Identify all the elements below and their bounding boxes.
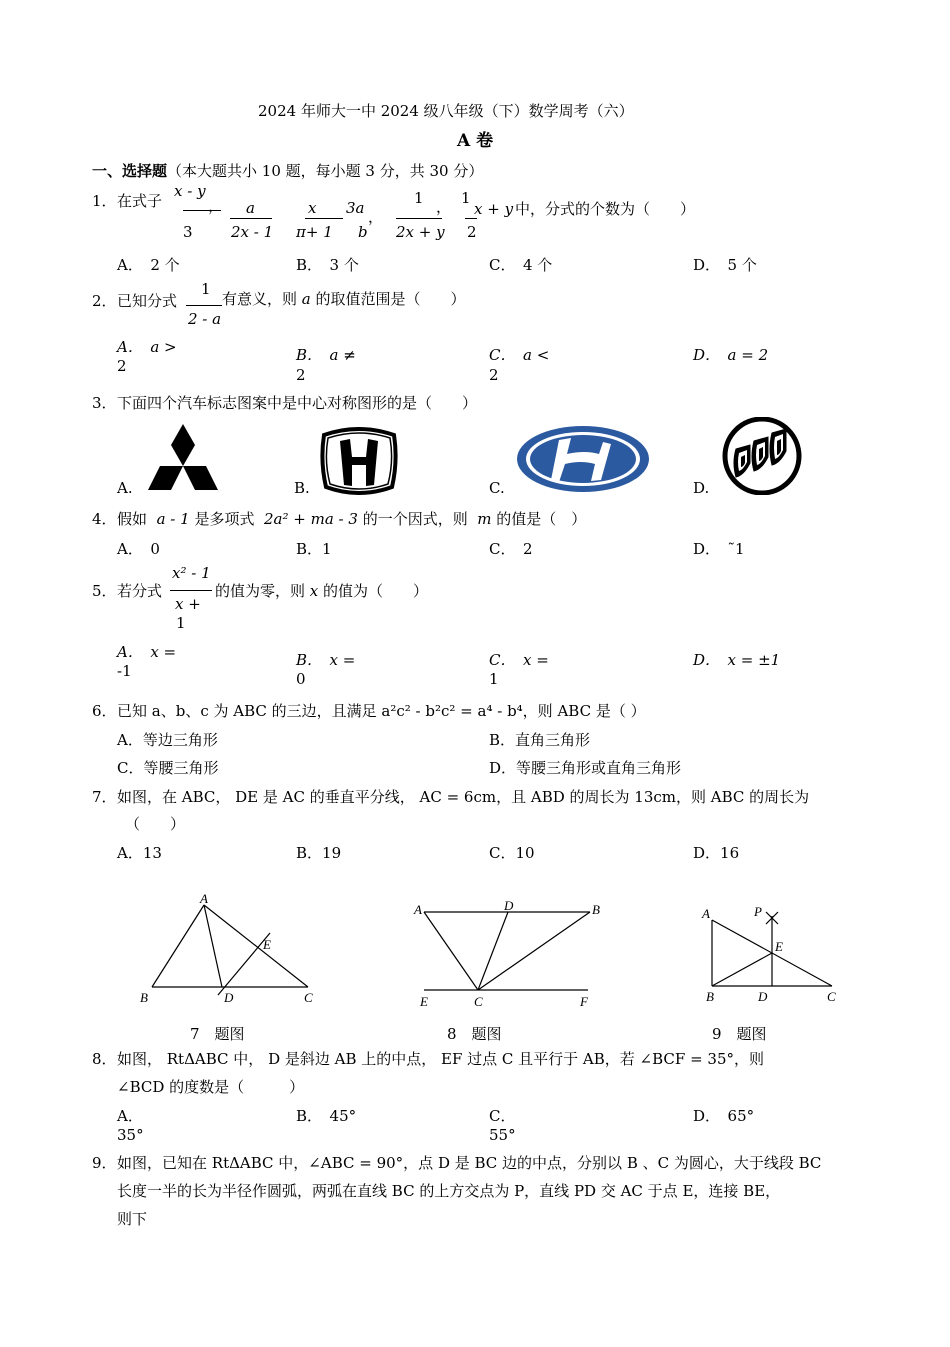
q5-option-d[interactable]: D． x = ±1: [693, 651, 781, 669]
q8-text: 如图， RtΔABC 中， D 是斜边 AB 上的中点， EF 过点 C 且平行于 AB，若 ∠BCF = 35°，则: [117, 1050, 765, 1068]
q1-frac3-den: π+ 1: [296, 223, 333, 241]
fig8-label-b: B: [592, 902, 600, 917]
q5-suffix-text: 的值为零，则: [215, 582, 306, 600]
fig9-label-a: A: [702, 906, 710, 921]
q3-option-b[interactable]: B.: [294, 479, 310, 497]
q1-frac1-num: x - y: [174, 182, 206, 200]
q1-comma1: ，: [208, 197, 224, 215]
q8-option-a-value: 35°: [117, 1126, 144, 1144]
q2-option-a[interactable]: A． a >: [117, 338, 177, 356]
q1-option-b[interactable]: B． 3 个: [296, 256, 359, 274]
q8-option-c-value: 55°: [489, 1126, 516, 1144]
q2-suffix2: 的取值范围是（ ）: [315, 290, 466, 308]
page-title: 2024 年师大一中 2024 级八年级（下）数学周考（六）: [258, 102, 634, 120]
q7-text2: （ ）: [125, 815, 186, 833]
q8-option-b[interactable]: B． 45°: [296, 1107, 357, 1125]
q2-frac-line: [186, 305, 222, 306]
q5-option-b-value: 0: [296, 670, 306, 688]
q1-frac3-line: [305, 218, 343, 219]
q1-frac4-num: 3a: [346, 199, 365, 217]
q3-number: 3．: [92, 394, 117, 412]
q6-option-d[interactable]: D．等腰三角形或直角三角形: [489, 759, 682, 777]
q8-number: 8．: [92, 1050, 117, 1068]
q1-option-d[interactable]: D． 5 个: [693, 256, 757, 274]
q5-frac-den-2: 1: [176, 614, 186, 632]
q1-comma2: ，: [368, 208, 384, 226]
q1-prefix: 在式子: [117, 192, 163, 210]
q4-text-b: 是多项式: [194, 510, 255, 528]
q4-expr2: 2a² + ma - 3: [264, 510, 358, 528]
q4-option-b[interactable]: B．1: [296, 540, 332, 558]
fig7-label-e: E: [263, 937, 271, 952]
fig8-label-e: E: [420, 994, 428, 1009]
q2-option-a-value: 2: [117, 357, 127, 375]
fig8-caption: 8 题图: [447, 1025, 502, 1043]
fig7-label-a: A: [200, 891, 208, 906]
q7-option-c[interactable]: C．10: [489, 844, 535, 862]
q4-option-c[interactable]: C． 2: [489, 540, 533, 558]
q1-frac2-line: [230, 218, 272, 219]
q2-number: 2．: [92, 292, 117, 310]
q1-frac1-den: 3: [183, 223, 193, 241]
q5-frac-line: [170, 590, 212, 591]
q2-option-b-value: 2: [296, 366, 306, 384]
buick-logo-icon: [722, 417, 802, 495]
q5-option-a[interactable]: A． x =: [117, 643, 177, 661]
q3-option-c[interactable]: C.: [489, 479, 505, 497]
q1-frac2-num: a: [246, 199, 255, 217]
q5-option-c-value: 1: [489, 670, 499, 688]
section-heading: [92, 162, 483, 180]
q2-suffix: [222, 290, 466, 308]
fig7-label-c: C: [304, 990, 313, 1005]
q6-option-b[interactable]: B．直角三角形: [489, 731, 591, 749]
fig7-caption: 7 题图: [190, 1025, 245, 1043]
q7-option-a[interactable]: A．13: [117, 844, 162, 862]
hyundai-logo-icon: [515, 424, 651, 494]
q1-frac3-num: x: [308, 199, 317, 217]
q1-frac4-den: b: [358, 223, 368, 241]
q8-option-a[interactable]: A．: [117, 1107, 143, 1125]
q5-option-a-value: -1: [117, 662, 132, 680]
q6-option-c[interactable]: C．等腰三角形: [117, 759, 219, 777]
q6-number: 6．: [92, 702, 117, 720]
q1-number: 1．: [92, 192, 117, 210]
fig9-label-p: P: [754, 904, 762, 919]
fig9-label-b: B: [706, 989, 714, 1004]
q2-suffix-text: 有意义，则: [222, 290, 298, 308]
q1-suffix: 中，分式的个数为（ ）: [515, 200, 696, 218]
section-title: 一、选择题: [92, 162, 168, 180]
q5-var: x: [309, 582, 319, 600]
q2-frac-num: 1: [201, 280, 211, 298]
q9-line3: 则下: [117, 1210, 148, 1228]
q1-frac6-line: [465, 218, 477, 219]
q4-option-a[interactable]: A． 0: [117, 540, 160, 558]
q1-frac5-den: 2x + y: [396, 223, 445, 241]
q6-option-a[interactable]: A．等边三角形: [117, 731, 218, 749]
q4-option-d[interactable]: D． ˜1: [693, 540, 745, 558]
q9-number: 9．: [92, 1154, 117, 1172]
q5-option-c[interactable]: C． x =: [489, 651, 549, 669]
paper-subtitle: A 卷: [457, 131, 494, 151]
q4-var: m: [477, 510, 492, 528]
q5-suffix2: 的值为（ ）: [323, 582, 429, 600]
q3-text: 下面四个汽车标志图案中是中心对称图形的是（ ）: [117, 394, 478, 412]
fig8-label-f: F: [580, 994, 588, 1009]
section-note: （本大题共小 10 题，每小题 3 分，共 30 分）: [167, 162, 484, 180]
q3-option-a[interactable]: A.: [117, 479, 133, 497]
figure-7: [130, 885, 330, 1015]
q1-frac5-line: [396, 218, 442, 219]
q1-frac6-den: 2: [467, 223, 477, 241]
q4-stem: [117, 510, 586, 528]
q7-option-d[interactable]: D．16: [693, 844, 740, 862]
q2-var: a: [301, 290, 311, 308]
q9-line1: 如图，已知在 RtΔABC 中，∠ABC = 90°，点 D 是 BC 边的中点，分别以 B 、C 为圆心，大于线段 BC: [117, 1154, 822, 1172]
q1-tail-var: x + y: [474, 200, 514, 218]
q4-text-d: 的值是（ ）: [496, 510, 587, 528]
mitsubishi-logo-icon: [142, 424, 224, 494]
fig8-label-d: D: [504, 898, 514, 913]
q5-option-b[interactable]: B． x =: [296, 651, 356, 669]
fig7-label-d: D: [224, 990, 234, 1005]
q5-suffix: [215, 582, 428, 600]
q2-option-b[interactable]: B． a ≠: [296, 346, 356, 364]
q5-frac-den: x +: [175, 595, 201, 613]
fig9-label-d: D: [758, 989, 768, 1004]
fig7-label-b: B: [140, 990, 148, 1005]
figure-8: [410, 890, 610, 1015]
fig9-caption: 9 题图: [712, 1025, 767, 1043]
q2-prefix: 已知分式: [117, 292, 178, 310]
q5-prefix: 若分式: [117, 582, 163, 600]
q5-frac-num: x² - 1: [172, 564, 211, 582]
q7-option-b[interactable]: B．19: [296, 844, 342, 862]
q9-line2: 长度一半的长为半径作圆弧，两弧在直线 BC 的上方交点为 P，直线 PD 交 AC 于点 E，连接 BE，: [117, 1182, 781, 1200]
q1-frac6-num: 1: [461, 189, 471, 207]
q3-option-d[interactable]: D.: [693, 479, 710, 497]
q1-option-c[interactable]: C． 4 个: [489, 256, 553, 274]
fig8-label-a: A: [414, 902, 422, 917]
figure-9: [698, 898, 848, 1013]
q6-text: 已知 a、b、c 为 ABC 的三边，且满足 a²c² - b²c² = a⁴ - b⁴，则 ABC 是（ ）: [117, 702, 646, 720]
q5-number: 5．: [92, 582, 117, 600]
q2-option-c[interactable]: C． a <: [489, 346, 550, 364]
q4-number: 4．: [92, 510, 117, 528]
q2-option-d[interactable]: D． a = 2: [693, 346, 769, 364]
q8-text2: ∠BCD 的度数是（ ）: [117, 1078, 305, 1096]
q2-option-c-value: 2: [489, 366, 499, 384]
q8-option-c[interactable]: C．: [489, 1107, 516, 1125]
q1-frac2-den: 2x - 1: [231, 223, 274, 241]
q4-text-a: 假如: [117, 510, 148, 528]
honda-logo-icon: [318, 427, 400, 495]
q1-frac5-num: 1: [414, 189, 424, 207]
q4-expr1: a - 1: [156, 510, 190, 528]
q4-text-c: 的一个因式，则: [362, 510, 468, 528]
fig9-label-c: C: [827, 989, 836, 1004]
q7-number: 7．: [92, 788, 117, 806]
q1-option-a[interactable]: A． 2 个: [117, 256, 180, 274]
q8-option-d[interactable]: D． 65°: [693, 1107, 755, 1125]
fig9-label-e: E: [775, 939, 783, 954]
q7-text: 如图，在 ABC， DE 是 AC 的垂直平分线， AC = 6cm，且 ABD 的周长为 13cm，则 ABC 的周长为: [117, 788, 810, 806]
q2-frac-den: 2 - a: [188, 310, 222, 328]
q1-comma3: ，: [436, 198, 452, 216]
fig8-label-c: C: [474, 994, 483, 1009]
